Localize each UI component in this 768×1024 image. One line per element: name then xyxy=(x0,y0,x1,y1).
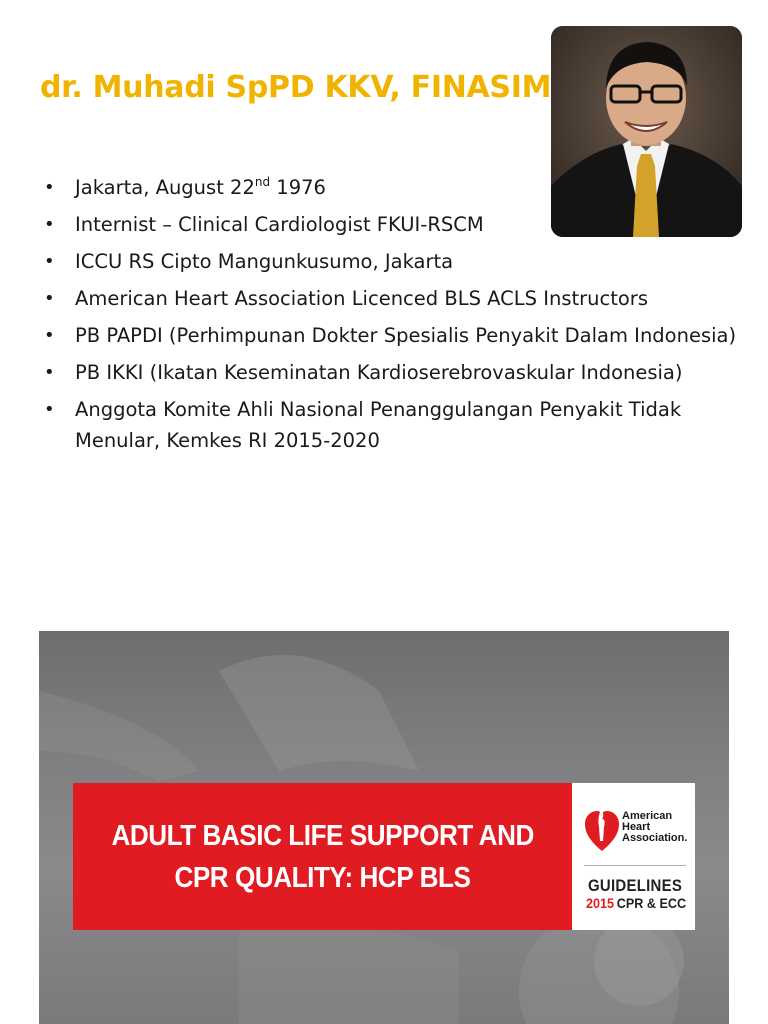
banner-title-block xyxy=(73,783,572,930)
list-item: • Internist – Clinical Cardiologist FKUI-RSCM xyxy=(44,209,744,240)
profile-bullet-list xyxy=(44,172,744,462)
aha-name: American Heart Association. xyxy=(622,810,688,844)
list-item: • Anggota Komite Ahli Nasional Penanggulangan Penyakit Tidak Menular, Kemkes RI 2015-2020 xyxy=(44,394,744,456)
banner-title-line-2: CPR QUALITY: HCP BLS xyxy=(174,861,471,894)
list-item: • PB IKKI (Ikatan Keseminatan Kardioserebrovaskular Indonesia) xyxy=(44,357,744,388)
aha-guidelines-logo xyxy=(572,783,695,930)
slide-title: dr. Muhadi SpPD KKV, FINASIM xyxy=(40,70,552,105)
banner-title-line-1: ADULT BASIC LIFE SUPPORT AND xyxy=(111,819,534,852)
divider xyxy=(584,865,686,866)
guidelines-edition: 2015 CPR & ECC xyxy=(586,895,687,911)
guidelines-label: GUIDELINES xyxy=(588,876,683,895)
list-item: • ICCU RS Cipto Mangunkusumo, Jakarta xyxy=(44,246,744,277)
list-item: • American Heart Association Licenced BLS ACLS Instructors xyxy=(44,283,744,314)
list-item: • Jakarta, August 22nd 1976 xyxy=(44,172,744,203)
heart-torch-icon xyxy=(584,807,620,855)
slide-bls-title xyxy=(39,631,729,1024)
list-item: • PB PAPDI (Perhimpunan Dokter Spesialis Penyakit Dalam Indonesia) xyxy=(44,320,744,351)
title-banner xyxy=(73,783,695,930)
